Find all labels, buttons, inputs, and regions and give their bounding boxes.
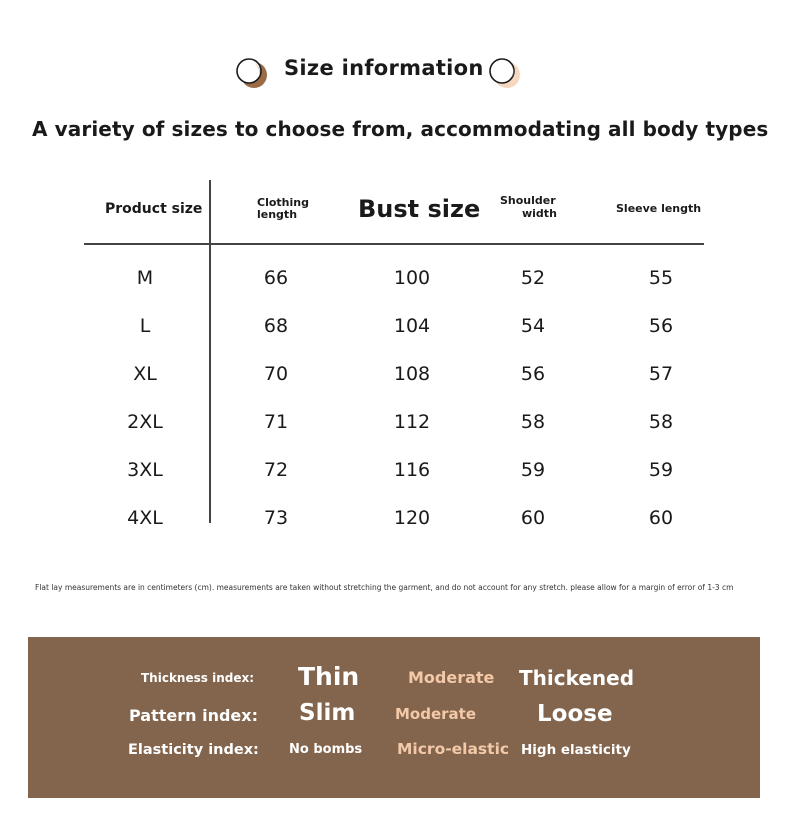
column-header-bust-size: Bust size <box>358 195 481 223</box>
decorative-dot-left-icon <box>234 58 268 90</box>
thickness-option-moderate: Moderate <box>408 668 495 687</box>
measurement-note: Flat lay measurements are in centimeters (cm). measurements are taken without stretching the garment, and do not account for any stretch. please allow for a margin of error of 1-3 cm <box>35 583 734 592</box>
size-cell: 3XL <box>127 459 163 481</box>
elasticity-option-micro-elastic: Micro-elastic <box>397 740 510 758</box>
pattern-option-loose: Loose <box>537 701 613 727</box>
table-header-divider <box>84 243 704 245</box>
column-header-sleeve-length: Sleeve length <box>616 202 702 215</box>
clothing-length-cell: 66 <box>263 267 289 289</box>
elasticity-index-label: Elasticity index: <box>128 742 259 758</box>
sleeve-length-cell: 60 <box>648 507 674 529</box>
clothing-length-cell: 73 <box>263 507 289 529</box>
shoulder-width-cell: 56 <box>520 363 546 385</box>
shoulder-width-cell: 60 <box>520 507 546 529</box>
bust-size-cell: 100 <box>393 267 431 289</box>
shoulder-width-cell: 58 <box>520 411 546 433</box>
page-title: Size information <box>284 56 484 80</box>
table-row <box>0 507 790 537</box>
bust-size-cell: 108 <box>393 363 431 385</box>
clothing-length-cell: 68 <box>263 315 289 337</box>
size-cell: M <box>136 267 154 289</box>
column-header-shoulder-width <box>500 194 570 220</box>
pattern-option-moderate: Moderate <box>395 705 477 723</box>
size-cell: XL <box>133 363 157 385</box>
size-cell: 4XL <box>127 507 163 529</box>
pattern-option-slim: Slim <box>299 700 356 726</box>
column-header-product-size: Product size <box>105 201 203 217</box>
table-row <box>0 459 790 489</box>
thickness-option-thin: Thin <box>298 662 360 691</box>
size-cell: L <box>139 315 151 337</box>
sleeve-length-cell: 56 <box>648 315 674 337</box>
clothing-length-cell: 72 <box>263 459 289 481</box>
clothing-length-cell: 70 <box>263 363 289 385</box>
sleeve-length-cell: 57 <box>648 363 674 385</box>
thickness-index-label: Thickness index: <box>141 671 255 685</box>
bust-size-cell: 112 <box>393 411 431 433</box>
shoulder-width-cell: 59 <box>520 459 546 481</box>
table-row <box>0 315 790 345</box>
shoulder-width-cell: 54 <box>520 315 546 337</box>
size-cell: 2XL <box>127 411 163 433</box>
elasticity-option-no-bombs: No bombs <box>289 742 363 757</box>
table-row <box>0 363 790 393</box>
shoulder-width-cell: 52 <box>520 267 546 289</box>
page-subtitle: A variety of sizes to choose from, accommodating all body types <box>32 117 769 141</box>
shoulder-width-header-text: Shoulder width <box>500 194 557 220</box>
column-header-clothing-length: Clothing length <box>257 196 309 221</box>
table-row <box>0 411 790 441</box>
sleeve-length-cell: 58 <box>648 411 674 433</box>
sleeve-length-cell: 55 <box>648 267 674 289</box>
pattern-index-label: Pattern index: <box>129 706 258 725</box>
table-row <box>0 267 790 297</box>
thickness-option-thickened: Thickened <box>519 666 635 690</box>
decorative-dot-right-icon <box>488 58 522 90</box>
bust-size-cell: 104 <box>393 315 431 337</box>
bust-size-cell: 116 <box>393 459 431 481</box>
clothing-length-cell: 71 <box>263 411 289 433</box>
bust-size-cell: 120 <box>393 507 431 529</box>
sleeve-length-cell: 59 <box>648 459 674 481</box>
elasticity-option-high-elasticity: High elasticity <box>521 742 631 758</box>
